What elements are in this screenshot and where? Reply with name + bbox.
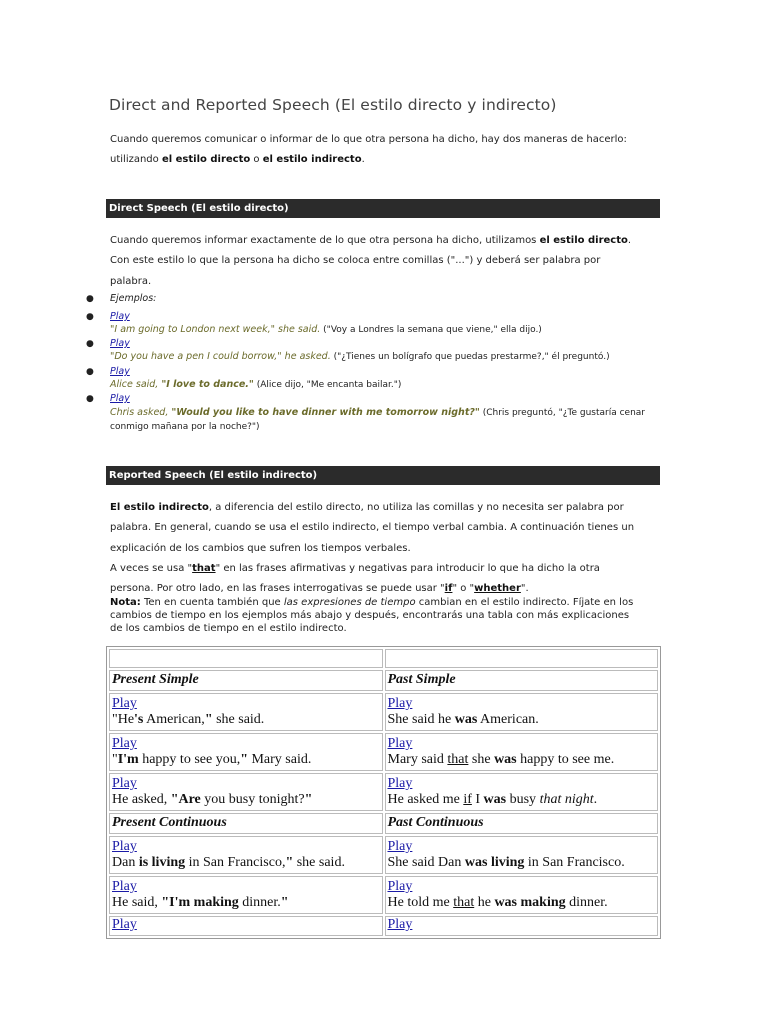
cell-text: dinner. xyxy=(565,895,608,910)
table-cell xyxy=(385,836,659,874)
cell-text: you busy tonight? xyxy=(200,792,305,807)
example-3-play xyxy=(110,365,130,378)
cell-text: I xyxy=(471,792,484,807)
example-3-quote: Alice said, xyxy=(110,379,162,390)
bullet-icon: ● xyxy=(86,339,94,349)
bullet-icon: ● xyxy=(86,294,94,304)
cell-text: He told me xyxy=(387,895,454,910)
table-cell xyxy=(109,693,383,731)
table-row xyxy=(109,649,658,668)
direct-p2: Con este estilo lo que la persona ha dicho se coloca entre comillas ("...") y deberá ser palabra por xyxy=(110,255,601,266)
play-link[interactable]: Play xyxy=(112,696,137,711)
direct-p1-bold: el estilo directo xyxy=(539,235,628,246)
reported-p5-text: " o " xyxy=(452,583,475,594)
table-cell xyxy=(385,733,659,771)
reported-p2: palabra. En general, cuando se usa el estilo indirecto, el tiempo verbal cambia. A continuación tienes un xyxy=(110,522,635,533)
play-link[interactable]: Play xyxy=(387,879,413,894)
example-4-translation-cont: conmigo mañana por la noche?") xyxy=(110,422,260,432)
cell-text: She said Dan xyxy=(387,855,465,870)
example-1-translation: ("Voy a Londres la semana que viene," ella dijo.) xyxy=(320,325,542,335)
cell-bold: " xyxy=(285,855,294,870)
cell-bold: was xyxy=(483,792,507,807)
tense-table xyxy=(106,646,661,939)
table-cell xyxy=(109,876,383,914)
cell-underline: if xyxy=(463,792,472,807)
cell-bold: 's xyxy=(134,712,144,727)
bullet-icon: ● xyxy=(86,312,94,322)
table-cell xyxy=(385,916,659,936)
example-4-play xyxy=(110,392,130,405)
play-link[interactable]: Play xyxy=(110,393,130,404)
cell-text: He asked, xyxy=(112,792,171,807)
play-link[interactable]: Play xyxy=(112,776,137,791)
table-cell xyxy=(385,649,659,668)
reported-p1-text: , a diferencia del estilo directo, no utiliza las comillas y no necesita ser palabra por xyxy=(208,502,624,513)
play-link[interactable]: Play xyxy=(387,839,413,854)
nota-line-2: cambios de tiempo en los ejemplos más abajo y después, encontrarás una tabla con más explicaciones xyxy=(110,610,630,621)
reported-p4-text: A veces se usa " xyxy=(110,563,193,574)
example-1-quote: "I am going to London next week," she said. xyxy=(110,324,321,335)
intro-text: . xyxy=(361,154,365,165)
play-link[interactable]: Play xyxy=(112,917,137,932)
bullet-icon: ● xyxy=(86,394,94,404)
cell-text: Mary said. xyxy=(247,752,312,767)
intro-text: o xyxy=(250,154,263,165)
table-row xyxy=(109,876,658,914)
cell-text: happy to see me. xyxy=(516,752,615,767)
cell-bold: was xyxy=(454,712,478,727)
intro-line-2 xyxy=(110,153,365,166)
cell-text: Mary said xyxy=(387,752,448,767)
table-row xyxy=(109,813,658,834)
cell-text: . xyxy=(593,792,598,807)
cell-bold: "Are xyxy=(170,792,201,807)
direct-p3: palabra. xyxy=(110,276,152,287)
keyword-that: that xyxy=(192,563,216,574)
intro-bold-direct: el estilo directo xyxy=(161,154,251,165)
table-row xyxy=(109,670,658,691)
example-4-cont xyxy=(110,420,260,434)
nota-text: Ten en cuenta también que xyxy=(140,597,284,608)
cell-bold: " xyxy=(204,712,213,727)
play-link[interactable]: Play xyxy=(387,776,413,791)
play-link[interactable]: Play xyxy=(112,736,137,751)
cell-text: He said, xyxy=(112,895,162,910)
cell-text: American. xyxy=(477,712,539,727)
play-link[interactable]: Play xyxy=(110,338,130,349)
play-link[interactable]: Play xyxy=(387,917,413,932)
direct-p1-text: . xyxy=(627,235,632,246)
page-title: Direct and Reported Speech (El estilo directo y indirecto) xyxy=(109,96,557,114)
reported-p3: explicación de los cambios que sufren los tiempos verbales. xyxy=(110,543,411,554)
table-cell xyxy=(109,916,383,936)
reported-p4 xyxy=(110,562,600,575)
tense-header-present-continuous: Present Continuous xyxy=(109,813,383,834)
reported-speech-header: Reported Speech (El estilo indirecto) xyxy=(106,466,660,485)
cell-text: She said he xyxy=(387,712,455,727)
nota-label: Nota: xyxy=(110,597,141,608)
example-4 xyxy=(110,406,645,420)
reported-p5-text: ". xyxy=(520,583,529,594)
table-cell xyxy=(109,733,383,771)
example-1-play xyxy=(110,310,130,323)
table-row xyxy=(109,916,658,936)
cell-bold: was living xyxy=(464,855,525,870)
cell-text: Dan xyxy=(112,855,139,870)
play-link[interactable]: Play xyxy=(112,879,137,894)
table-row xyxy=(109,693,658,731)
example-2 xyxy=(110,350,610,364)
cell-text: she xyxy=(468,752,495,767)
cell-text: " xyxy=(112,752,118,767)
cell-bold: is living xyxy=(138,855,186,870)
intro-text: utilizando xyxy=(110,154,162,165)
cell-bold: "I'm making xyxy=(161,895,239,910)
tense-header-present-simple: Present Simple xyxy=(109,670,383,691)
cell-underline: that xyxy=(447,752,469,767)
table-cell xyxy=(109,773,383,811)
example-2-translation: ("¿Tienes un bolígrafo que puedas prestarme?," él preguntó.) xyxy=(330,352,610,362)
cell-underline: that xyxy=(453,895,475,910)
cell-text: she said. xyxy=(212,712,265,727)
reported-p1-bold: El estilo indirecto xyxy=(110,502,209,513)
keyword-if: if xyxy=(444,583,453,594)
play-link[interactable]: Play xyxy=(387,736,413,751)
table-row xyxy=(109,773,658,811)
example-1 xyxy=(110,323,542,337)
table-cell xyxy=(109,649,383,668)
reported-p5-text: persona. Por otro lado, en las frases interrogativas se puede usar " xyxy=(110,583,445,594)
examples-label: Ejemplos: xyxy=(110,293,157,304)
table-row xyxy=(109,836,658,874)
nota-line-1 xyxy=(110,596,633,609)
example-4-quote: Chris asked, xyxy=(110,407,172,418)
table-cell xyxy=(385,773,659,811)
cell-text: He asked me xyxy=(387,792,464,807)
nota-line-3: de los cambios de tiempo en el estilo indirecto. xyxy=(110,623,347,634)
example-3-quote-bold: "I love to dance." xyxy=(161,379,254,390)
cell-bold: " xyxy=(304,792,313,807)
cell-bold: was xyxy=(494,752,517,767)
cell-bold: I'm xyxy=(117,752,139,767)
direct-p1-text: Cuando queremos informar exactamente de lo que otra persona ha dicho, utilizamos xyxy=(110,235,540,246)
play-link[interactable]: Play xyxy=(387,696,413,711)
cell-text: she said. xyxy=(293,855,345,870)
cell-text: dinner. xyxy=(238,895,281,910)
play-link[interactable]: Play xyxy=(110,366,130,377)
intro-line-1: Cuando queremos comunicar o informar de lo que otra persona ha dicho, hay dos maneras de hacerlo: xyxy=(110,134,627,145)
reported-p4-text: " en las frases afirmativas y negativas para introducir lo que ha dicho la otra xyxy=(215,563,600,574)
example-3-translation: (Alice dijo, "Me encanta bailar.") xyxy=(253,380,402,390)
intro-bold-indirect: el estilo indirecto xyxy=(262,154,362,165)
cell-bold: " xyxy=(280,895,289,910)
table-cell xyxy=(109,836,383,874)
reported-p1 xyxy=(110,501,624,514)
cell-text: he xyxy=(474,895,495,910)
cell-italic: that night xyxy=(539,792,594,807)
table-row xyxy=(109,733,658,771)
tense-header-past-simple: Past Simple xyxy=(385,670,659,691)
cell-bold: " xyxy=(240,752,248,767)
cell-bold: was making xyxy=(494,895,566,910)
example-4-quote-bold: "Would you like to have dinner with me tomorrow night?" xyxy=(171,407,480,418)
reported-p5 xyxy=(110,582,529,595)
tense-header-past-continuous: Past Continuous xyxy=(385,813,659,834)
table-cell xyxy=(385,876,659,914)
play-link[interactable]: Play xyxy=(112,839,137,854)
cell-text: in San Francisco. xyxy=(524,855,625,870)
keyword-whether: whether xyxy=(474,583,521,594)
play-link[interactable]: Play xyxy=(110,311,130,322)
direct-speech-header: Direct Speech (El estilo directo) xyxy=(106,199,660,218)
cell-text: busy xyxy=(506,792,540,807)
cell-text: "He xyxy=(112,712,135,727)
cell-text: in San Francisco, xyxy=(185,855,286,870)
nota-italic: las expresiones de tiempo xyxy=(283,597,416,608)
cell-text: happy to see you, xyxy=(138,752,241,767)
nota-text: cambian en el estilo indirecto. Fíjate en los xyxy=(415,597,634,608)
example-3 xyxy=(110,378,401,392)
example-2-play xyxy=(110,337,130,350)
cell-text: American, xyxy=(143,712,205,727)
bullet-icon: ● xyxy=(86,367,94,377)
table-cell xyxy=(385,693,659,731)
example-4-translation: (Chris preguntó, "¿Te gustaría cenar xyxy=(479,408,645,418)
direct-p1 xyxy=(110,234,631,247)
example-2-quote: "Do you have a pen I could borrow," he asked. xyxy=(110,351,331,362)
